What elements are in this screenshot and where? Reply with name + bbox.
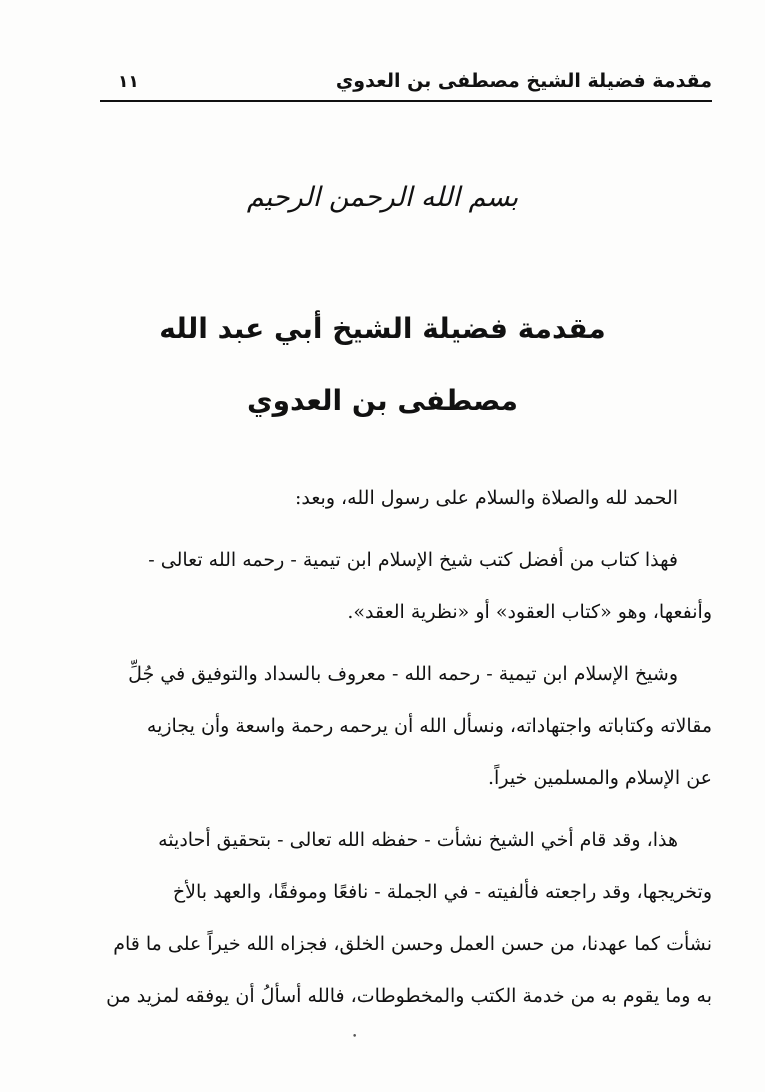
body-line: وتخريجها، وقد راجعته فألفيته - في الجملة - نافعًا وموفقًا، والعهد بالأخ [172, 881, 712, 903]
body-text [104, 478, 712, 1028]
body-line: وشيخ الإسلام ابن تيمية - رحمه الله - معروف بالسداد والتوفيق في جُلِّ [128, 663, 678, 685]
page-dot: • [352, 1032, 358, 1042]
body-line: الحمد لله والصلاة والسلام على رسول الله، وبعد: [295, 487, 678, 509]
running-title: مقدمة فضيلة الشيخ مصطفى بن العدوي [335, 70, 712, 92]
body-line: عن الإسلام والمسلمين خيراً. [488, 767, 712, 789]
body-line: به وما يقوم به من خدمة الكتب والمخطوطات، فالله أسألُ أن يوفقه لمزيد من [106, 985, 712, 1007]
body-line: مقالاته وكتاباته واجتهاداته، ونسأل الله أن يرحمه رحمة واسعة وأن يجازيه [146, 715, 712, 737]
chapter-title-line-2: مصطفى بن العدوي [246, 384, 519, 417]
chapter-title-line-1: مقدمة فضيلة الشيخ أبي عبد الله [159, 312, 606, 345]
page-number: ١١ [118, 72, 139, 92]
basmala-calligraphy: بسم الله الرحمن الرحيم [246, 182, 519, 213]
body-line: هذا، وقد قام أخي الشيخ نشأت - حفظه الله تعالى - بتحقيق أحاديثه [158, 829, 678, 851]
body-line: وأنفعها، وهو «كتاب العقود» أو «نظرية العقد». [347, 601, 712, 623]
page-header [100, 68, 712, 104]
body-line: نشأت كما عهدنا، من حسن العمل وحسن الخلق، فجزاه الله خيراً على ما قام [113, 933, 712, 955]
header-rule [100, 100, 712, 102]
body-line: فهذا كتاب من أفضل كتب شيخ الإسلام ابن تيمية - رحمه الله تعالى - [148, 549, 678, 571]
